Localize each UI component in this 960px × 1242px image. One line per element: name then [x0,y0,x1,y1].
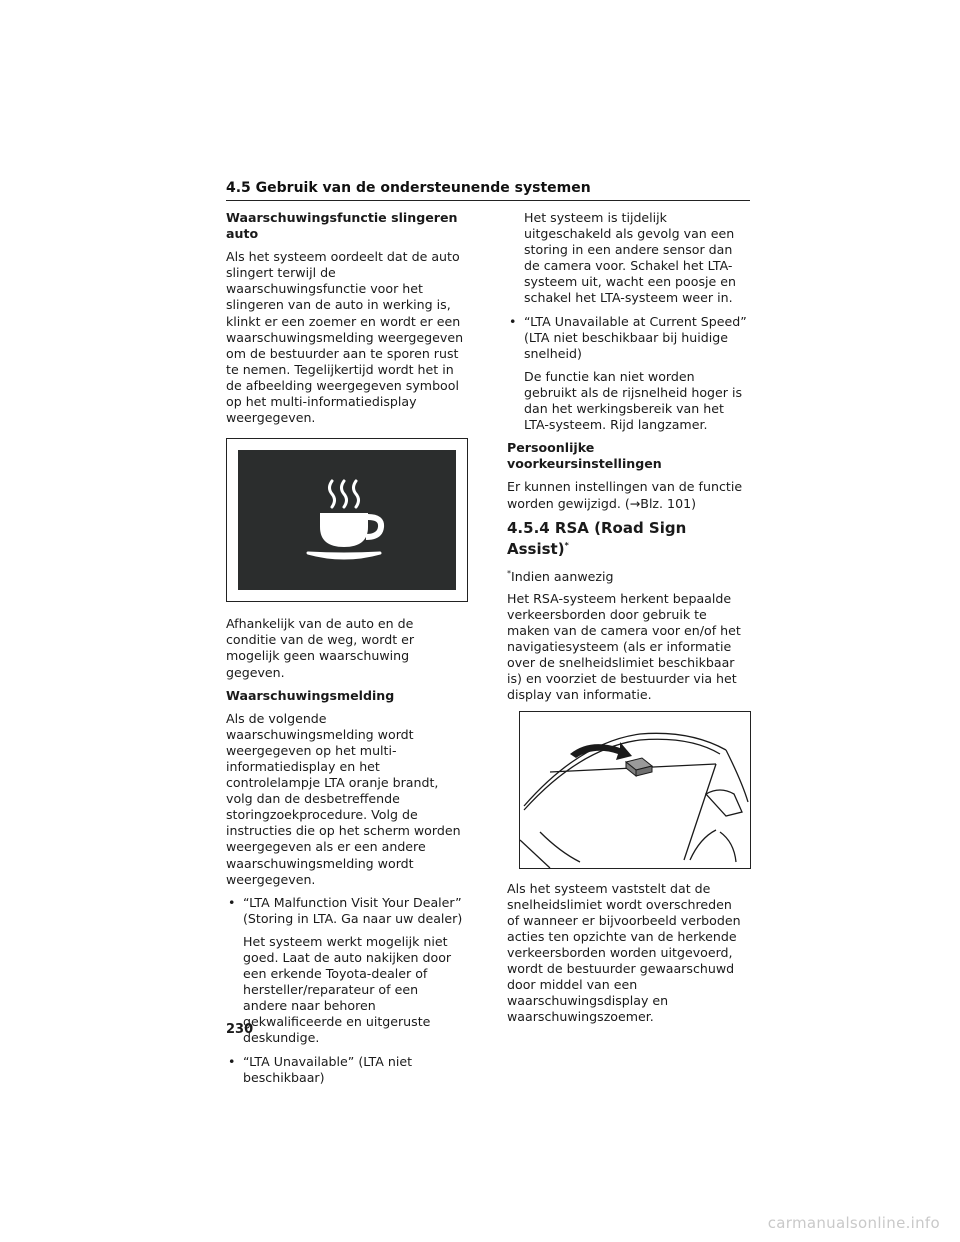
paragraph-lta-speed: De functie kan niet worden gebruikt als de rijsnelheid hoger is dan het werkingsbereik van het LTA-systeem. Rijd langzamer. [524,368,743,433]
note-text: Indien aanwezig [511,568,614,584]
coffee-cup-icon [302,475,392,565]
heading-preferences: Persoonlijke voorkeursinstellingen [507,440,662,472]
section-header: 4.5 Gebruik van de ondersteunende systemen [226,180,750,201]
bullet-dot: • [228,1053,236,1069]
paragraph-rsa-intro: Het RSA-systeem herkent bepaalde verkeersborden door gebruik te maken van de camera voor en/of het navigatiesysteem (als er informatie over de snelheidslimiet beschikbaar is) en voorziet de bestuurder via het display van informatie. [507,590,741,703]
bullet-lta-speed-label: “LTA Unavailable at Current Speed” (LTA niet beschikbaar bij huidige snelheid) [524,313,747,361]
paragraph-sway-warning: Als het systeem oordeelt dat de auto slingert terwijl de waarschuwingsfunctie voor het slingeren van de auto in werking is, klinkt er een zoemer en wordt er een waarschuwingsmelding weergegeven om de bestuurder aan te sporen rust te nemen. Tegelijkertijd wordt het in de afbeelding weergegeven symbool op het multi-informatiedisplay weergegeven. [226,249,464,426]
bullet-lta-malfunction [226,895,466,927]
paragraph-conditions: Afhankelijk van de auto en de conditie van de weg, wordt er mogelijk geen waarschuwing gegeven. [226,616,415,680]
watermark: carmanualsonline.info [767,1214,940,1232]
section-heading-rsa [507,519,747,558]
bullet-dot: • [509,313,517,329]
windshield-camera-illustration [520,712,750,868]
paragraph-warning-message: Als de volgende waarschuwingsmelding wordt weergegeven op het multi-informatiedisplay en het controlelampje LTA oranje brandt, volg dan de desbetreffende storingzoekprocedure. Volg de instructies die op het scherm worden weergegeven als er een andere waarschuwingsmelding wordt weergegeven. [226,710,461,887]
heading-sway-warning: Waarschuwingsfunctie slingeren auto [226,210,458,242]
paragraph-lta-malfunction: Het systeem werkt mogelijk niet goed. Laat de auto nakijken door een erkende Toyota-dealer of hersteller/reparateur of een andere naar behoren gekwalificeerde en uitgeruste deskundige. [243,933,452,1046]
bullet-lta-malfunction-label: “LTA Malfunction Visit Your Dealer” (Storing in LTA. Ga naar uw dealer) [243,894,463,926]
left-column [226,210,466,1093]
right-column [507,210,747,1032]
asterisk-mark: * [564,540,569,550]
bullet-lta-speed [507,314,747,362]
paragraph-lta-unavailable: Het systeem is tijdelijk uitgeschakeld als gevolg van een storing in een andere sensor dan de camera voor. Schakel het LTA-systeem uit, wacht een poosje en schakel het LTA-systeem weer in. [524,210,736,306]
bullet-dot: • [228,894,236,910]
paragraph-preferences: Er kunnen instellingen van de functie worden gewijzigd. (→Blz. 101) [507,479,743,511]
section-heading-rsa-text: 4.5.4 RSA (Road Sign Assist) [507,518,687,558]
note-if-present [507,566,747,585]
paragraph-rsa-warning: Als het systeem vaststelt dat de snelheidslimiet wordt overschreden of wanneer er bijvoorbeeld verboden acties ten opzichte van de herkende verkeersborden worden uitgevoerd, wordt de bestuurder gewaarschuwd door middel van een waarschuwingsdisplay en waarschuwingszoemer. [507,880,741,1025]
bullet-lta-unavailable [226,1054,466,1086]
bullet-lta-unavailable-label: “LTA Unavailable” (LTA niet beschikbaar) [243,1053,413,1085]
heading-warning-message: Waarschuwingsmelding [226,687,395,703]
figure-windshield-camera [519,711,751,869]
display-screen [238,450,456,590]
figure-coffee-cup [226,438,468,602]
note-asterisk: * [507,568,511,578]
page-number: 230 [226,1022,254,1037]
